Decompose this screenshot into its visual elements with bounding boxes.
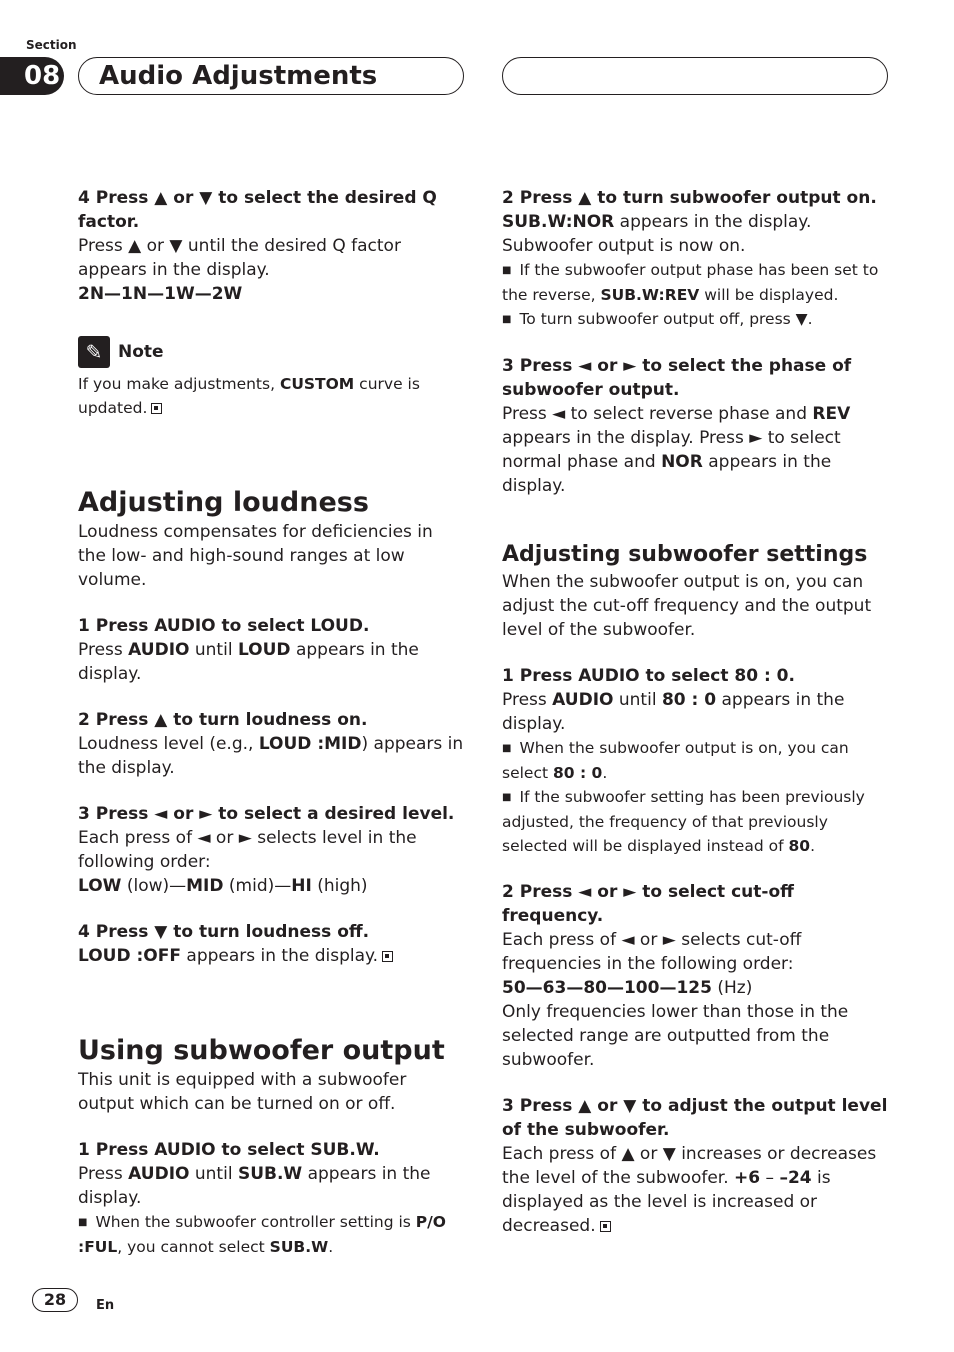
subwoofer-step1-bullet: ■ When the subwoofer controller setting is P/O :FUL, you cannot select SUB.W. xyxy=(78,1213,446,1256)
sub-step2-bullet1: ■ If the subwoofer output phase has been set to the reverse, SUB.W:REV will be displayed. xyxy=(502,261,879,304)
empty-header-box xyxy=(502,57,888,95)
section-number-badge: 08 xyxy=(0,57,64,95)
subwoofer-output-intro: This unit is equipped with a subwoofer output which can be turned on or off. xyxy=(78,1070,407,1114)
settings-step2-body: Each press of ◄ or ► selects cut-off frequencies in the following order: xyxy=(502,930,802,974)
left-column xyxy=(78,186,464,1259)
loudness-step4-heading: 4 Press ▼ to turn loudness off. xyxy=(78,922,370,942)
eq-step4-body: Press ▲ or ▼ until the desired Q factor appears in the display. xyxy=(78,236,401,280)
note-heading xyxy=(78,336,464,368)
note-label: Note xyxy=(118,342,164,362)
bullet-square-icon: ■ xyxy=(78,1217,88,1228)
subwoofer-step1-body: Press AUDIO until SUB.W appears in the display. xyxy=(78,1164,431,1208)
sub-step3-body: Press ◄ to select reverse phase and REV appears in the display. Press ► to select normal phase and NOR appears in the display. xyxy=(502,404,851,496)
section-title: Audio Adjustments xyxy=(99,61,378,91)
section-title-box xyxy=(78,57,464,95)
page-number: 28 xyxy=(32,1288,78,1312)
settings-step1-bullet1: ■ When the subwoofer output is on, you can select 80 : 0. xyxy=(502,739,849,782)
end-mark-icon xyxy=(600,1221,611,1232)
settings-step1-body: Press AUDIO until 80 : 0 appears in the display. xyxy=(502,690,845,734)
subwoofer-settings-title: Adjusting subwoofer settings xyxy=(502,542,868,567)
settings-step3-heading: 3 Press ▲ or ▼ to adjust the output level of the subwoofer. xyxy=(502,1096,888,1140)
loudness-step4-body: LOUD :OFF appears in the display. xyxy=(78,944,464,968)
loudness-level-order: LOW (low)—MID (mid)—HI (high) xyxy=(78,876,368,896)
loudness-step3-heading: 3 Press ◄ or ► to select a desired level. xyxy=(78,804,455,824)
loudness-step2-heading: 2 Press ▲ to turn loudness on. xyxy=(78,710,368,730)
sub-step2-heading: 2 Press ▲ to turn subwoofer output on. xyxy=(502,188,877,208)
bullet-square-icon: ■ xyxy=(502,265,512,276)
settings-step1-heading: 1 Press AUDIO to select 80 : 0. xyxy=(502,666,795,686)
subwoofer-output-title: Using subwoofer output xyxy=(78,1035,445,1066)
note-text: If you make adjustments, CUSTOM curve is updated. xyxy=(78,375,420,417)
subwoofer-step1-heading: 1 Press AUDIO to select SUB.W. xyxy=(78,1140,380,1160)
subwoofer-settings-intro: When the subwoofer output is on, you can adjust the cut-off frequency and the output level of the subwoofer. xyxy=(502,572,872,640)
bullet-square-icon: ■ xyxy=(502,314,512,325)
sub-step3-heading: 3 Press ◄ or ► to select the phase of subwoofer output. xyxy=(502,356,852,400)
frequency-order: 50—63—80—100—125 (Hz) xyxy=(502,978,753,998)
loudness-title: Adjusting loudness xyxy=(78,487,369,518)
settings-step3-body: Each press of ▲ or ▼ increases or decreases the level of the subwoofer. +6 – –24 is displayed as the level is increased or decreased. xyxy=(502,1144,877,1236)
bullet-square-icon: ■ xyxy=(502,792,512,803)
loudness-step1-body: Press AUDIO until LOUD appears in the display. xyxy=(78,640,419,684)
sub-step2-bullet2: ■ To turn subwoofer output off, press ▼. xyxy=(502,310,813,328)
settings-step1-bullet2: ■ If the subwoofer setting has been previously adjusted, the frequency of that previously selected will be displayed instead of 80. xyxy=(502,788,865,855)
language-label: En xyxy=(96,1298,115,1313)
q-factor-order: 2N—1N—1W—2W xyxy=(78,284,243,304)
eq-step4-heading: 4 Press ▲ or ▼ to select the desired Q factor. xyxy=(78,188,437,232)
settings-step2-body2: Only frequencies lower than those in the selected range are outputted from the subwoofer. xyxy=(502,1002,849,1070)
sub-step2-body: SUB.W:NOR appears in the display. Subwoofer output is now on. xyxy=(502,212,812,256)
loudness-step3-body: Each press of ◄ or ► selects level in the following order: xyxy=(78,828,417,872)
section-label: Section xyxy=(26,38,77,52)
right-column xyxy=(502,186,888,1238)
loudness-step1-heading: 1 Press AUDIO to select LOUD. xyxy=(78,616,370,636)
loudness-intro: Loudness compensates for deficiencies in the low- and high-sound ranges at low volume. xyxy=(78,522,433,590)
loudness-step2-body: Loudness level (e.g., LOUD :MID) appears in the display. xyxy=(78,734,464,778)
pencil-note-icon: ✎ xyxy=(78,336,110,368)
bullet-square-icon: ■ xyxy=(502,743,512,754)
end-mark-icon xyxy=(151,403,162,414)
end-mark-icon xyxy=(382,951,393,962)
settings-step2-heading: 2 Press ◄ or ► to select cut-off frequency. xyxy=(502,882,794,926)
